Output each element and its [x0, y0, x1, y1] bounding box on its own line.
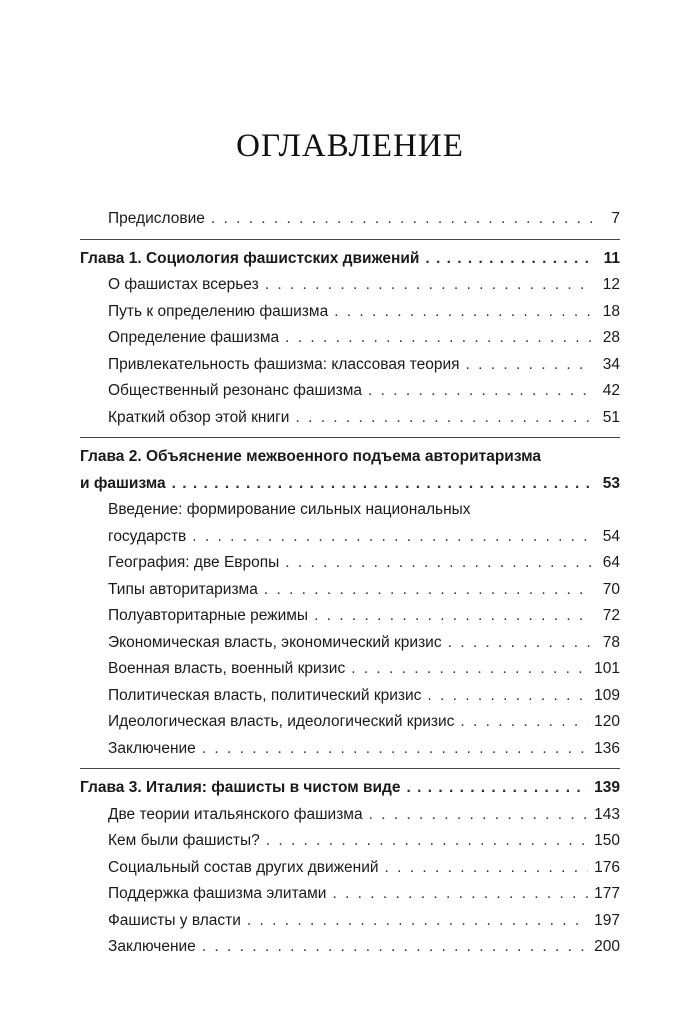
toc-entry-page: 139 [594, 779, 620, 796]
toc-entry-label: Краткий обзор этой книги [108, 408, 290, 426]
toc-entry-page: 64 [602, 554, 620, 571]
leader-dots [202, 736, 588, 763]
toc-entry-page: 120 [594, 713, 620, 730]
toc-entry-page: 53 [602, 474, 620, 492]
toc-entry-label: Заключение [108, 739, 196, 757]
toc-entry-page: 70 [602, 580, 620, 598]
toc-section-entry [80, 272, 620, 299]
leader-dots [192, 524, 592, 551]
leader-dots [295, 405, 592, 432]
toc-entry-label-line: Введение: формирование сильных национальных [108, 501, 471, 518]
toc-entry-row [80, 272, 620, 299]
toc-entry-row [80, 630, 620, 657]
toc-entry-page: 72 [602, 607, 620, 624]
toc-entry-label: Полуавторитарные режимы [108, 607, 309, 624]
leader-dots [460, 709, 588, 736]
toc-section-entry [80, 630, 620, 657]
toc-section-entry [80, 709, 620, 736]
toc-entry-label: Типы авторитаризма [108, 580, 258, 598]
toc-entry-row [80, 736, 620, 763]
toc-entry-row [80, 683, 620, 710]
leader-dots [425, 246, 592, 273]
leader-dots [202, 934, 588, 961]
toc-entry-row [80, 603, 620, 630]
toc-entry-row [80, 855, 620, 882]
toc-section-entry [80, 378, 620, 405]
leader-dots [211, 206, 592, 233]
leader-dots [264, 577, 592, 604]
toc-section-entry [80, 577, 620, 604]
toc-entry-page: 28 [602, 329, 620, 346]
leader-dots [448, 630, 592, 657]
toc-section-entry [80, 828, 620, 855]
toc-entry-label: Глава 3. Италия: фашисты в чистом виде [80, 779, 401, 796]
toc-entry-row [80, 881, 620, 908]
toc-entry-page: 150 [594, 832, 620, 849]
leader-dots [247, 908, 588, 935]
toc-entry-label: Привлекательность фашизма: классовая теория [108, 355, 460, 373]
page-title: ОГЛАВЛЕНИЕ [236, 128, 464, 164]
toc-section-entry [80, 550, 620, 577]
leader-dots [334, 299, 592, 326]
toc-chapter-heading [80, 444, 620, 497]
toc-entry-row [80, 246, 620, 273]
leader-dots [466, 352, 592, 379]
toc-entry-page: 78 [602, 633, 620, 651]
toc-entry-label: государств [108, 527, 187, 545]
toc-entry-page: 200 [594, 938, 620, 955]
toc-entry-row [80, 471, 620, 498]
chapter-divider [80, 437, 620, 438]
toc-entry-label-line: Глава 2. Объяснение межвоенного подъема авторитаризма [80, 448, 542, 465]
toc-entry-page: 136 [594, 739, 620, 757]
toc-entry-label: О фашистах всерьез [108, 276, 259, 293]
toc-section-entry [80, 299, 620, 326]
leader-dots [266, 828, 588, 855]
toc-entry-row [80, 405, 620, 432]
toc-entry-row [80, 378, 620, 405]
toc-entry-page: 109 [594, 686, 620, 704]
toc-entry-label: Идеологическая власть, идеологический кризис [108, 713, 455, 730]
toc-entry-row [80, 802, 620, 829]
leader-dots [265, 272, 592, 299]
toc-entry-label: и фашизма [80, 474, 166, 492]
toc-entry-page: 51 [602, 408, 620, 426]
chapter-divider [80, 239, 620, 240]
toc-section-entry [80, 802, 620, 829]
leader-dots [332, 881, 588, 908]
toc-section-entry [80, 736, 620, 763]
chapter-divider [80, 768, 620, 769]
toc-entry-preface [80, 206, 620, 233]
toc-entry-label: Общественный резонанс фашизма [108, 382, 362, 399]
toc-section-entry [80, 405, 620, 432]
toc-entry-label: Военная власть, военный кризис [108, 660, 346, 677]
toc-section-entry [80, 908, 620, 935]
toc-entry-row [80, 828, 620, 855]
leader-dots [385, 855, 589, 882]
toc-entry-row [80, 709, 620, 736]
toc-entry-page: 54 [602, 527, 620, 545]
toc-section-entry [80, 881, 620, 908]
toc-entry-page: 12 [602, 276, 620, 293]
leader-dots [351, 656, 588, 683]
toc-chapter-heading [80, 775, 620, 802]
toc-entry-label: Две теории итальянского фашизма [108, 805, 363, 823]
toc-entry-label: Экономическая власть, экономический кризис [108, 633, 442, 651]
toc-entry-page: 42 [602, 382, 620, 399]
toc-entry-row [80, 934, 620, 961]
toc-entry-row [80, 299, 620, 326]
toc-section-entry [80, 683, 620, 710]
toc-entry-page: 18 [602, 302, 620, 320]
toc-entry-row [80, 775, 620, 802]
toc-entry-label: Заключение [108, 938, 196, 955]
toc-entry-label: Определение фашизма [108, 329, 280, 346]
leader-dots [407, 775, 589, 802]
toc-entry-label: Социальный состав других движений [108, 858, 379, 876]
toc-entry-page: 101 [594, 660, 620, 677]
toc-entry-page: 11 [603, 249, 620, 267]
toc-entry-row [80, 325, 620, 352]
leader-dots [427, 683, 588, 710]
toc-section-entry [80, 855, 620, 882]
toc-section-entry [80, 603, 620, 630]
table-of-contents [80, 206, 620, 961]
toc-entry-label: Политическая власть, политический кризис [108, 686, 422, 704]
toc-section-entry [80, 656, 620, 683]
toc-entry-row [80, 577, 620, 604]
toc-entry-label: Кем были фашисты? [108, 832, 260, 849]
toc-entry-page: 176 [594, 858, 620, 876]
toc-entry-page: 197 [594, 911, 620, 929]
toc-entry-label: Путь к определению фашизма [108, 302, 329, 320]
toc-section-entry [80, 352, 620, 379]
toc-entry-label: Глава 1. Социология фашистских движений [80, 249, 420, 267]
toc-entry-label: Предисловие [108, 210, 205, 227]
toc-entry-row [80, 352, 620, 379]
toc-chapter-heading [80, 246, 620, 273]
leader-dots [314, 603, 592, 630]
toc-entry-row [80, 656, 620, 683]
leader-dots [285, 325, 592, 352]
leader-dots [368, 378, 592, 405]
toc-entry-page: 34 [602, 355, 620, 373]
toc-entry-row [80, 550, 620, 577]
toc-entry-page: 177 [594, 885, 620, 902]
toc-entry-label: Поддержка фашизма элитами [108, 885, 327, 902]
leader-dots [172, 471, 592, 498]
leader-dots [285, 550, 592, 577]
toc-entry-row [80, 908, 620, 935]
toc-section-entry [80, 934, 620, 961]
toc-section-entry [80, 325, 620, 352]
toc-entry-label: География: две Европы [108, 554, 280, 571]
leader-dots [369, 802, 589, 829]
toc-section-entry [80, 497, 620, 550]
toc-entry-row [80, 524, 620, 551]
toc-entry-page: 143 [594, 805, 620, 823]
toc-entry-page: 7 [611, 210, 620, 227]
toc-entry-label: Фашисты у власти [108, 911, 241, 929]
